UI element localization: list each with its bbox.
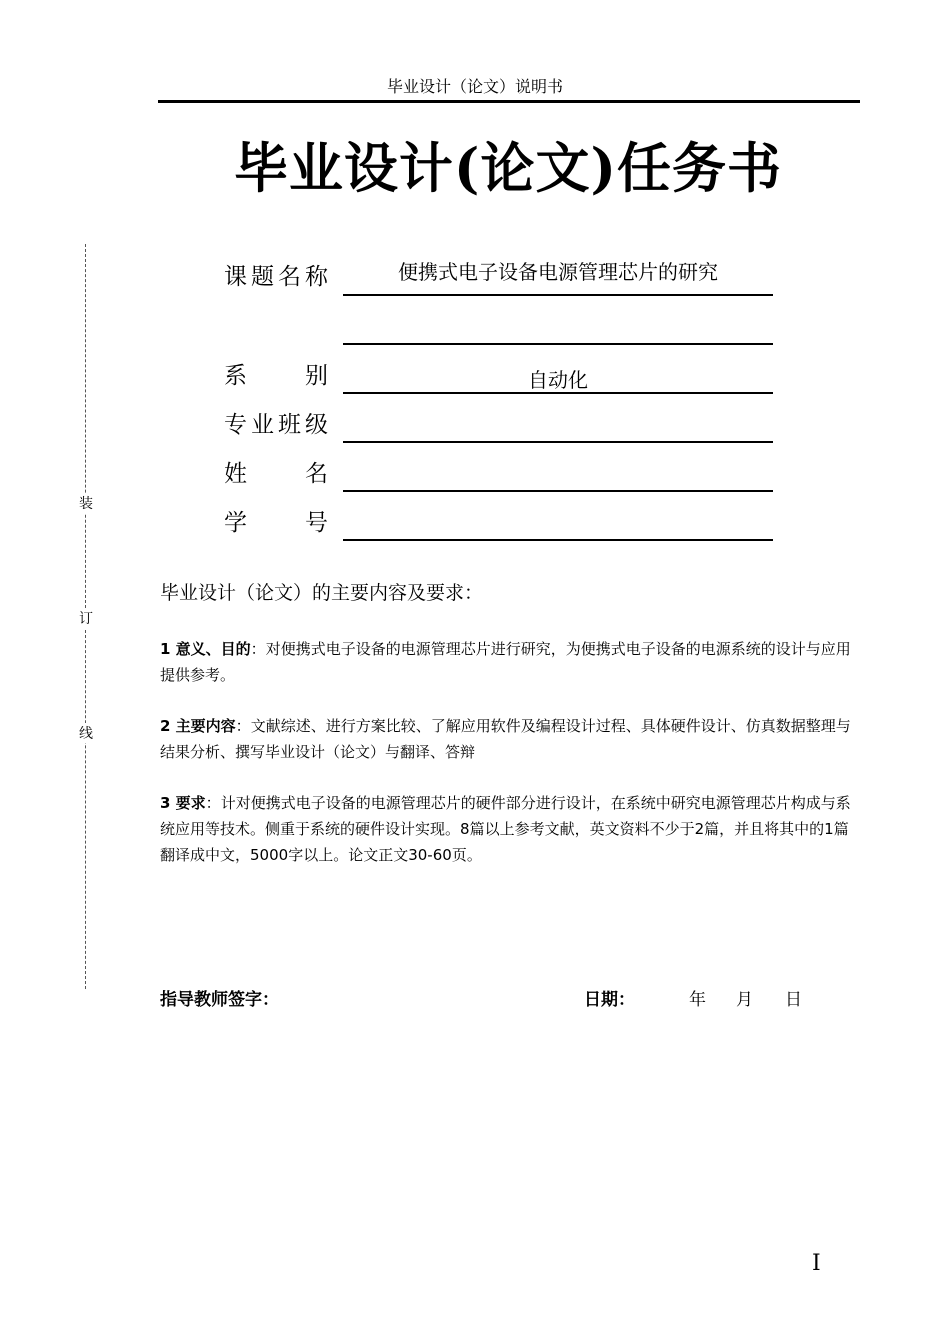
department-label: 系 别 <box>224 363 328 389</box>
date-year: 年 <box>689 990 706 1010</box>
date-month: 月 <box>736 990 753 1010</box>
document-title: 毕业设计(论文)任务书 <box>233 136 783 200</box>
binding-char-zhuang: 装 <box>76 493 96 513</box>
student-id-underline <box>343 539 773 541</box>
topic-label: 课 题 名 称 <box>224 264 328 290</box>
name-underline <box>343 490 773 492</box>
header-rule <box>158 100 860 103</box>
section-heading: 毕业设计（论文）的主要内容及要求： <box>160 582 484 604</box>
binding-char-xian: 线 <box>76 723 96 743</box>
date-day: 日 <box>785 990 802 1010</box>
date-label: 日期： <box>584 990 635 1010</box>
name-label: 姓 名 <box>224 461 328 487</box>
topic-underline-1 <box>343 294 773 296</box>
advisor-signature-label: 指导教师签字： <box>160 990 279 1010</box>
topic-value: 便携式电子设备电源管理芯片的研究 <box>398 260 718 284</box>
item-requirements: 3 要求：计对便携式电子设备的电源管理芯片的硬件部分进行设计，在系统中研究电源管理芯片构成与系统应用等技术。侧重于系统的硬件设计实现。8篇以上参考文献，英文资料不少于2篇，并且将其中的1篇翻译成中文，5000字以上。论文正文30-60页。 <box>160 794 851 864</box>
binding-char-ding: 订 <box>76 608 96 628</box>
item-main-content: 2 主要内容：文献综述、进行方案比较、了解应用软件及编程设计过程、具体硬件设计、仿真数据整理与结果分析、撰写毕业设计（论文）与翻译、答辩 <box>160 717 851 761</box>
topic-underline-2 <box>343 343 773 345</box>
student-id-label: 学 号 <box>224 510 328 536</box>
running-header: 毕业设计（论文）说明书 <box>386 77 563 96</box>
class-label: 专 业 班 级 <box>224 412 328 438</box>
department-underline <box>343 392 773 394</box>
item-purpose: 1 意义、目的：对便携式电子设备的电源管理芯片进行研究，为便携式电子设备的电源系统的设计与应用提供参考。 <box>160 640 851 684</box>
department-value: 自动化 <box>528 368 588 392</box>
class-underline <box>343 441 773 443</box>
page-number: I <box>812 1251 821 1276</box>
